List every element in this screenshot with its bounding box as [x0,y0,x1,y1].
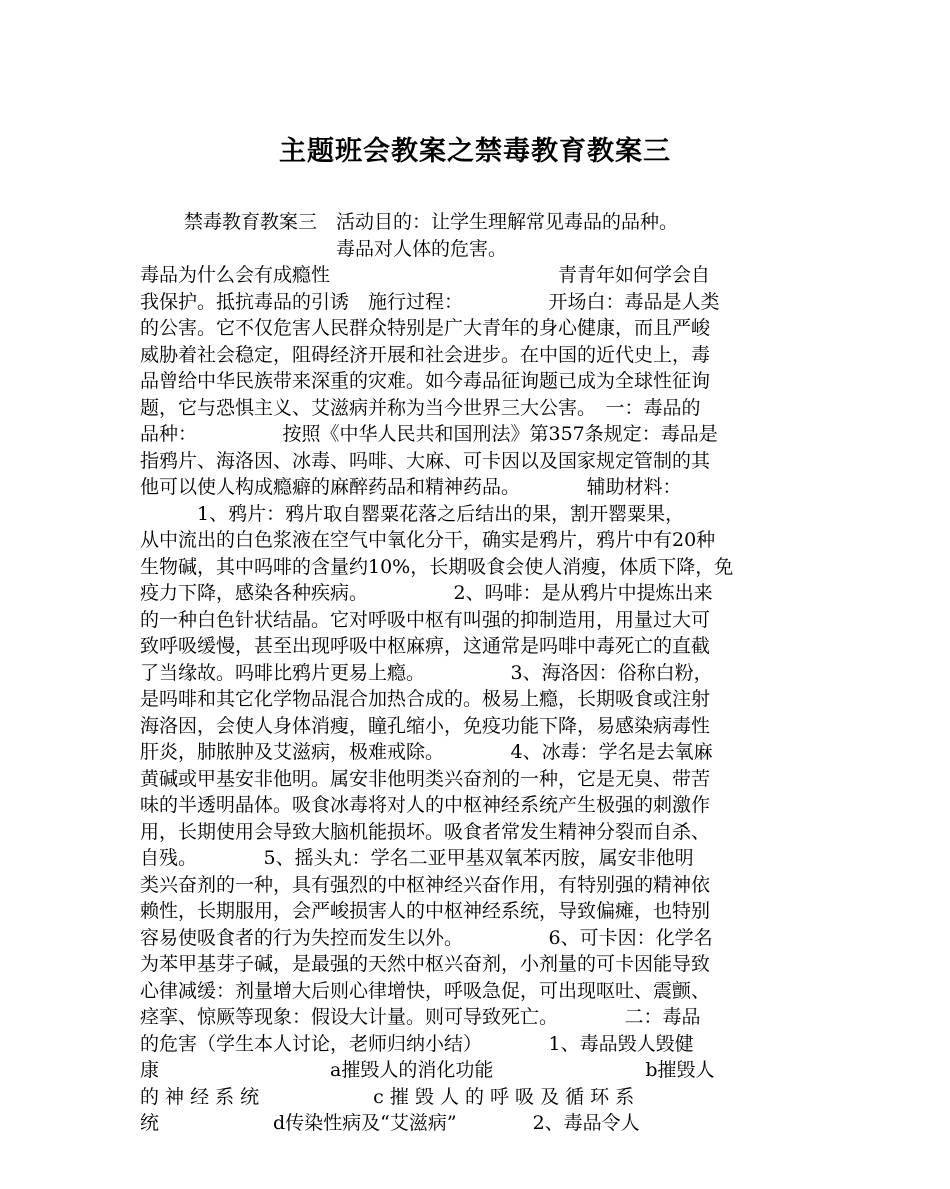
body-line: 威胁着社会稳定，阻碍经济开展和社会进步。在中国的近代史上，毒 [140,343,711,366]
body-line: 统 d传染性病及“艾滋病” 2、毒品令人 [140,1112,640,1134]
body-line: 品种： 按照《中华人民共和国刑法》第357条规定：毒品是 [140,423,718,445]
body-line: 肝炎，肺脓肿及艾滋病，极难戒除。 4、冰毒：学名是去氧麻 [140,741,713,763]
body-line: 的一种白色针状结晶。它对呼吸中枢有叫强的抑制造用，用量过大可 [140,608,711,631]
body-line: 类兴奋剂的一种，具有强烈的中枢神经兴奋作用，有特别强的精神依 [140,873,711,896]
body-line: 毒品为什么会有成瘾性 青青年如何学会自 [140,264,711,286]
body-line: 黄碱或甲基安非他明。属安非他明类兴奋剂的一种，它是无臭、带苦 [140,767,711,790]
body-line: 致呼吸缓慢，甚至出现呼吸中枢麻痹，这通常是吗啡中毒死亡的直截 [140,635,711,657]
body-line: 指鸦片、海洛因、冰毒、吗啡、大麻、可卡因以及国家规定管制的其 [140,449,711,472]
body-line: 心律减缓：剂量增大后则心律增快，呼吸急促，可出现呕吐、震颤、 [140,979,711,1002]
body-line: 他可以使人构成瘾癖的麻醉药品和精神药品。 辅助材料： [140,476,682,498]
body-line: 为苯甲基芽子碱，是最强的天然中枢兴奋剂，小剂量的可卡因能导致 [140,953,711,975]
body-line: 了当缘故。吗啡比鸦片更易上瘾。 3、海洛因：俗称白粉， [140,661,713,684]
body-line: 赖性，长期服用，会严峻损害人的中枢神经系统，导致偏瘫，也特别 [140,900,711,922]
body-line: 容易使吸食者的行为失控而发生以外。 6、可卡因：化学名 [140,926,713,949]
body-line: 1、鸦片：鸦片取自罂粟花落之后结出的果，割开罂粟果， [140,502,685,525]
body-line: 味的半透明晶体。吸食冰毒将对人的中枢神经系统产生极强的刺激作 [140,794,711,816]
body-line: 的 神 经 系 统 c 摧 毁 人 的 呼 吸 及 循 环 系 [140,1085,635,1108]
body-line: 用，长期使用会导致大脑机能损坏。吸食者常发生精神分裂而自杀、 [140,820,711,843]
body-line: 从中流出的白色浆液在空气中氧化分干，确实是鸦片，鸦片中有20种 [140,529,716,551]
body-line: 康 a摧毁人的消化功能 b摧毁人 [140,1059,715,1081]
body-line: 题，它与恐惧主义、艾滋病并称为当今世界三大公害。 一：毒品的 [140,396,701,419]
body-line: 疫力下降，感染各种疾病。 2、吗啡：是从鸦片中提炼出来 [140,582,713,604]
body-line: 海洛因，会使人身体消瘦，瞳孔缩小，免疫功能下降，易感染病毒性 [140,714,711,737]
body-line: 痉挛、惊厥等现象：假设大计量。则可导致死亡。 二：毒品 [140,1006,701,1028]
document-title: 主题班会教案之禁毒教育教案三 [279,136,671,167]
body-line: 毒品对人体的危害。 [336,237,508,260]
body-line: 的危害（学生本人讨论，老师归纳小结） 1、毒品毁人毁健 [140,1032,694,1055]
body-line: 禁毒教育教案三 活动目的：让学生理解常见毒品的品种。 [184,211,679,233]
document-body [140,209,812,1137]
body-line: 是吗啡和其它化学物品混合加热合成的。极易上瘾，长期吸食或注射 [140,688,711,710]
body-line: 生物碱，其中吗啡的含量约10%，长期吸食会使人消瘦，体质下降，免 [140,555,734,578]
body-line: 自残。 5、摇头丸：学名二亚甲基双氧苯丙胺，属安非他明 [140,847,694,869]
body-line: 的公害。它不仅危害人民群众特别是广大青年的身心健康，而且严峻 [140,317,711,339]
body-line: 品曾给中华民族带来深重的灾难。如今毒品征询题已成为全球性征询 [140,370,711,392]
body-line: 我保护。抵抗毒品的引诱 施行过程： 开场白：毒品是人类 [140,290,720,313]
